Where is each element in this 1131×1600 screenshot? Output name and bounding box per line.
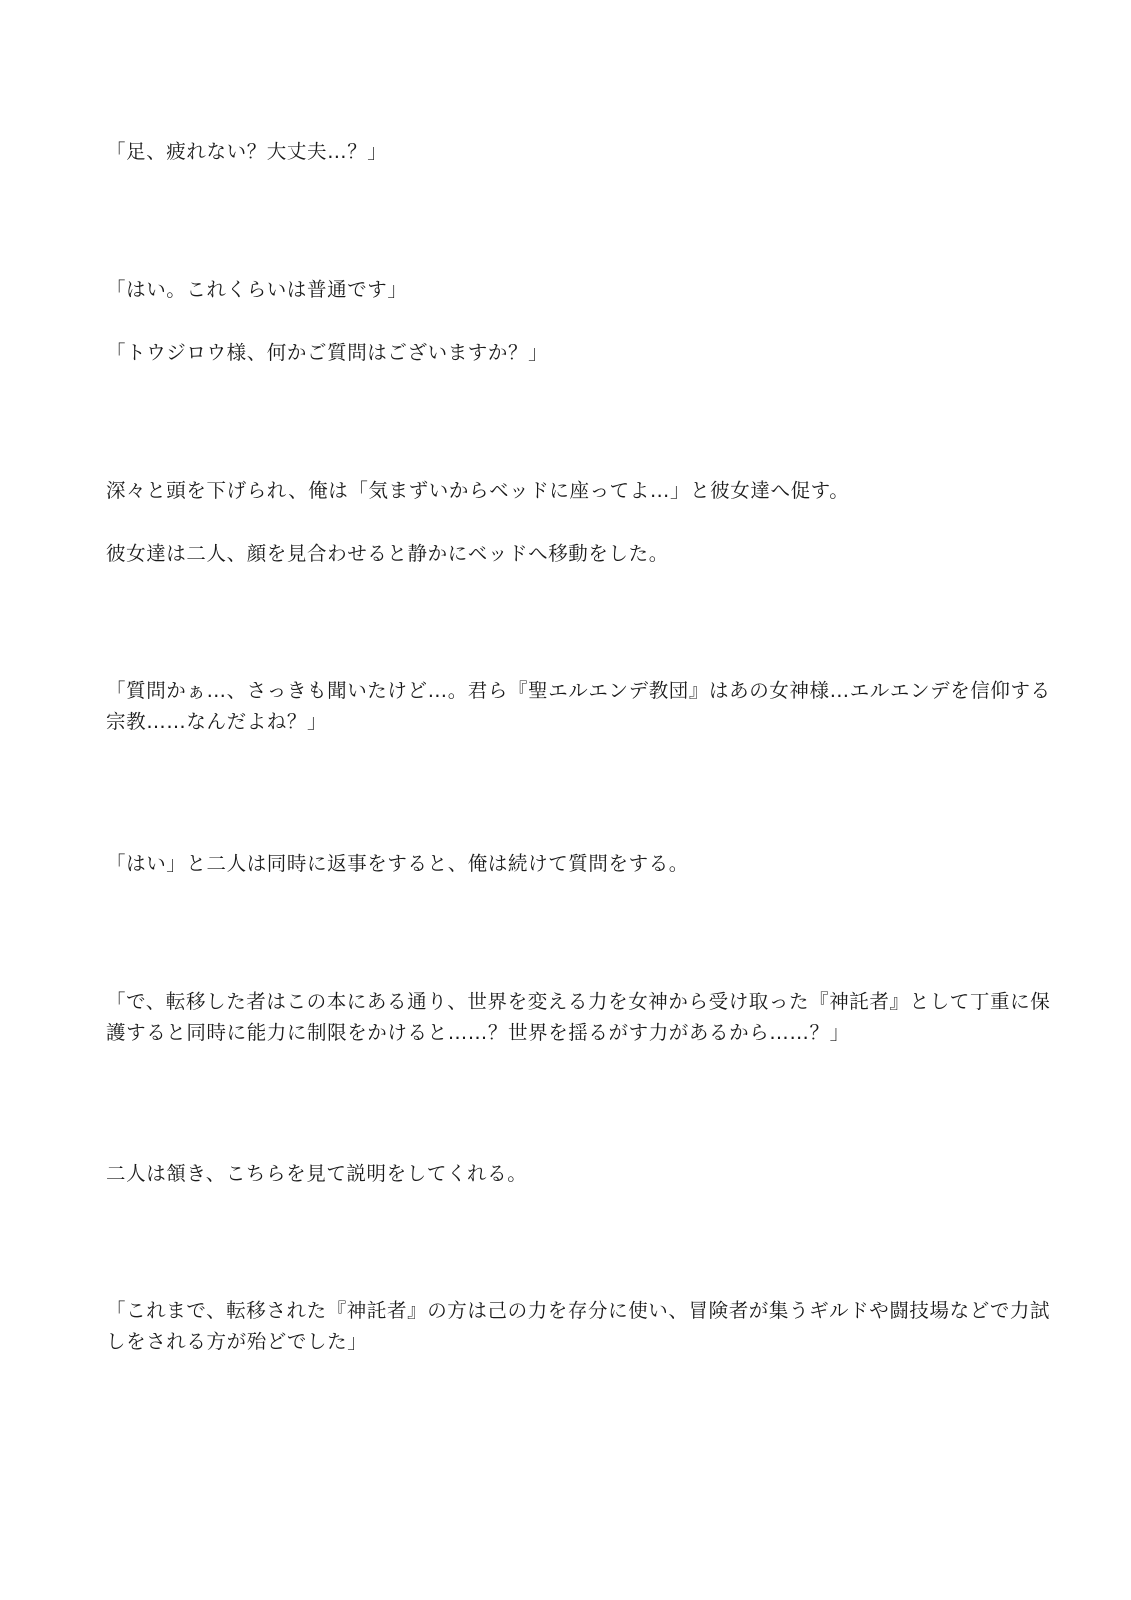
text-line: 彼女達は二人、顔を見合わせると静かにベッドへ移動をした。 <box>106 542 669 565</box>
text-line: 「はい。これくらいは普通です」 <box>106 278 408 301</box>
text-line: 「質問かぁ…、さっきも聞いたけど…。君ら『聖エルエンデ教団』はあの女神様…エルエンデを信仰する <box>106 679 1051 702</box>
dialogue-paragraph <box>106 136 1026 167</box>
text-line: 「はい」と二人は同時に返事をすると、俺は続けて質問をする。 <box>106 852 689 875</box>
dialogue-paragraph <box>106 337 1026 368</box>
text-line: 「で、転移した者はこの本にある通り、世界を変える力を女神から受け取った『神託者』として丁重に保 <box>106 990 1051 1013</box>
text-line: 深々と頭を下げられ、俺は「気まずいからベッドに座ってよ…」と彼女達へ促す。 <box>106 479 850 502</box>
text-line: 宗教……なんだよね？」 <box>106 710 328 733</box>
text-line: 「トウジロウ様、何かご質問はございますか？」 <box>106 341 549 364</box>
narration-paragraph <box>106 475 1026 506</box>
narration-paragraph <box>106 848 1026 879</box>
text-line: しをされる方が殆どでした」 <box>106 1330 368 1353</box>
narration-paragraph <box>106 1158 1026 1189</box>
text-line: 護すると同時に能力に制限をかけると……？世界を揺るがす力があるから……？」 <box>106 1021 850 1044</box>
dialogue-paragraph <box>106 274 1026 305</box>
dialogue-paragraph <box>106 986 1051 1048</box>
text-line: 「足、疲れない？大丈夫…？」 <box>106 140 388 163</box>
narration-paragraph <box>106 538 1026 569</box>
dialogue-paragraph <box>106 675 1051 737</box>
dialogue-paragraph <box>106 1295 1051 1357</box>
text-line: 「これまで、転移された『神託者』の方は己の力を存分に使い、冒険者が集うギルドや闘技場などで力試 <box>106 1299 1051 1322</box>
text-line: 二人は頷き、こちらを見て説明をしてくれる。 <box>106 1162 528 1185</box>
